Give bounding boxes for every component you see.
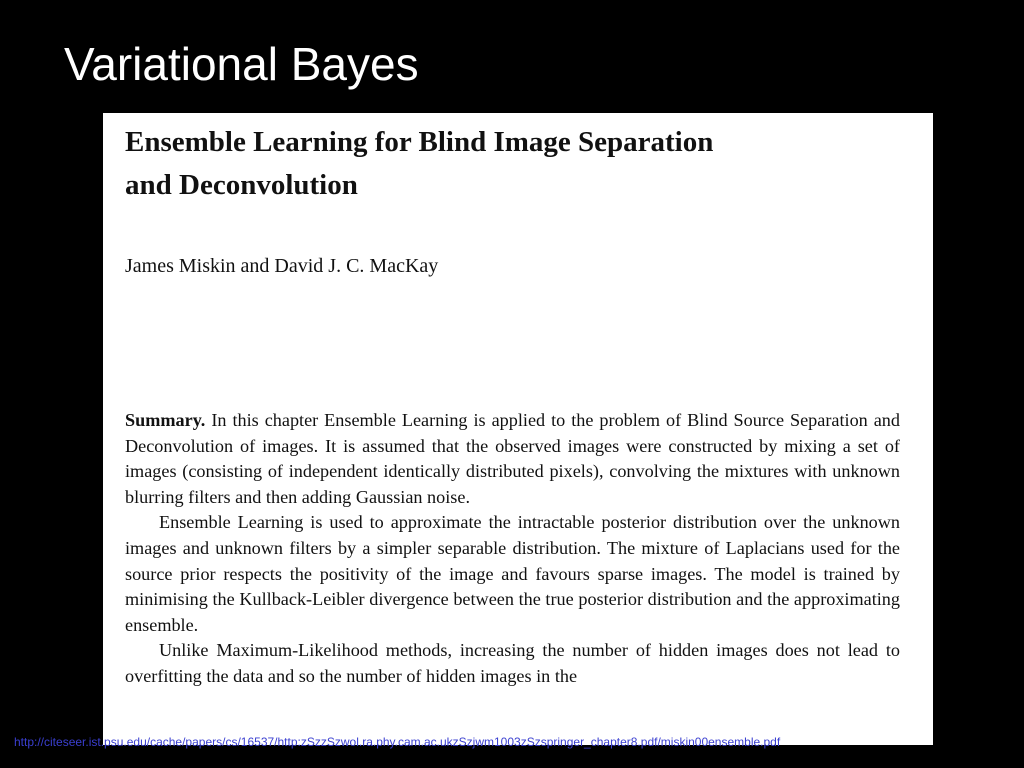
abstract-paragraph-3: Unlike Maximum-Likelihood methods, increasing the number of hidden images does not lead to overfitting the data and so the number of hidden images in the bbox=[125, 640, 900, 686]
paper-abstract bbox=[125, 408, 900, 690]
paper-title-line-1: Ensemble Learning for Blind Image Separation bbox=[125, 126, 714, 158]
summary-text: In this chapter Ensemble Learning is applied to the problem of Blind Source Separation and Deconvolution of images. It is assumed that the observed images were constructed by mixing a set of images (consisting of independent identically distributed pixels), convolving the mixtures with unknown blurring filters and then adding Gaussian noise. bbox=[125, 410, 900, 507]
summary-label: Summary. bbox=[125, 410, 206, 430]
paper-title bbox=[125, 121, 915, 207]
source-url-link[interactable]: http://citeseer.ist.psu.edu/cache/papers/cs/16537/http:zSzzSzwol.ra.phy.cam.ac.ukzSzjwm1003zSzspringer_chapter8.pdf/miskin00ensemble.pdf bbox=[14, 735, 781, 749]
paper-excerpt-image bbox=[103, 113, 933, 745]
slide-title: Variational Bayes bbox=[64, 38, 419, 90]
paper-authors: James Miskin and David J. C. MacKay bbox=[125, 255, 439, 277]
summary-paragraph bbox=[125, 408, 900, 510]
abstract-paragraph-2: Ensemble Learning is used to approximate the intractable posterior distribution over the unknown images and unknown filters by a simpler separable distribution. The mixture of Laplacians used for the source prior respects the positivity of the image and favours sparse images. The model is trained by minimising the Kullback-Leibler divergence between the true posterior distribution and the approximating ensemble. bbox=[125, 512, 900, 635]
paper-title-line-2: and Deconvolution bbox=[125, 169, 358, 201]
